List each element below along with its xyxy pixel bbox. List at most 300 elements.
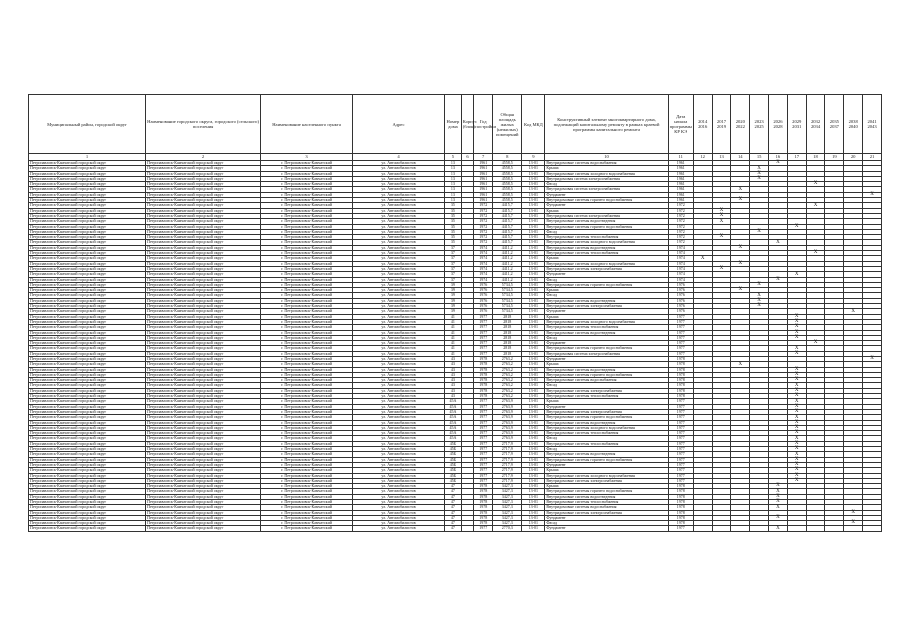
element-cell: Внутридомовые системы водоотведения [545,245,668,250]
address-cell: ул. Автомобилистов [353,409,445,414]
period-cell: X [769,505,788,510]
locality-cell: г. Петропавловск-Камчатский [261,325,353,330]
element-cell: Внутридомовые системы холодного водоснабжения [545,240,668,245]
code-cell: 13-01 [522,500,545,505]
element-cell: Внутридомовые системы электроснабжения [545,388,668,393]
house-number-cell: 39 [445,288,462,293]
start-date-cell: 1972 [668,203,693,208]
element-cell: Внутридомовые системы электроснабжения [545,409,668,414]
area-cell: 2763,9 [493,409,522,414]
year-cell: 1976 [474,293,493,298]
address-cell: ул. Автомобилистов [353,441,445,446]
year-cell: 1976 [474,298,493,303]
district-cell: Петропавловск-Камчатский городской округ [29,431,146,436]
year-cell: 1977 [474,431,493,436]
code-cell: 13-01 [522,198,545,203]
district-cell: Петропавловск-Камчатский городской округ [29,394,146,399]
address-cell: ул. Автомобилистов [353,388,445,393]
area-cell: 3427,3 [493,489,522,494]
code-cell: 13-01 [522,293,545,298]
settlement-cell: Петропавловск-Камчатский городской округ [146,266,261,271]
district-cell: Петропавловск-Камчатский городской округ [29,425,146,430]
house-number-cell: 37 [445,261,462,266]
address-cell: ул. Автомобилистов [353,166,445,171]
locality-cell: г. Петропавловск-Камчатский [261,452,353,457]
period-cell: X [787,447,806,452]
start-date-cell: 1977 [668,478,693,483]
address-cell: ул. Автомобилистов [353,161,445,166]
period-cell: X [712,266,731,271]
house-number-cell: 45Б [445,473,462,478]
year-cell: 1977 [474,420,493,425]
start-date-cell: 1972 [668,219,693,224]
district-cell: Петропавловск-Камчатский городской округ [29,208,146,213]
locality-cell: г. Петропавловск-Камчатский [261,293,353,298]
locality-cell: г. Петропавловск-Камчатский [261,367,353,372]
year-cell: 1961 [474,166,493,171]
area-cell: 4411,2 [493,272,522,277]
element-cell: Внутридомовые системы водоотведения [545,330,668,335]
year-cell: 1978 [474,362,493,367]
period-cell: X [731,288,750,293]
district-cell: Петропавловск-Камчатский городской округ [29,447,146,452]
area-cell: 2763,2 [493,372,522,377]
locality-cell: г. Петропавловск-Камчатский [261,319,353,324]
area-cell: 2770,3 [493,526,522,531]
address-cell: ул. Автомобилистов [353,219,445,224]
column-number: 16 [769,154,788,161]
locality-cell: г. Петропавловск-Камчатский [261,176,353,181]
period-cell: X [787,388,806,393]
year-cell: 1961 [474,198,493,203]
year-cell: 1977 [474,415,493,420]
year-cell: 1974 [474,251,493,256]
area-cell: 5734,5 [493,288,522,293]
year-cell: 1977 [474,441,493,446]
area-cell: 2763,2 [493,378,522,383]
code-cell: 13-01 [522,478,545,483]
district-cell: Петропавловск-Камчатский городской округ [29,489,146,494]
address-cell: ул. Автомобилистов [353,383,445,388]
column-header: 2017 2019 [712,95,731,154]
start-date-cell: 1978 [668,500,693,505]
year-cell: 1977 [474,404,493,409]
code-cell: 13-01 [522,362,545,367]
start-date-cell: 1977 [668,431,693,436]
area-cell: 5734,5 [493,282,522,287]
house-number-cell: 37 [445,272,462,277]
locality-cell: г. Петропавловск-Камчатский [261,388,353,393]
period-cell: X [787,457,806,462]
period-cell: X [787,272,806,277]
settlement-cell: Петропавловск-Камчатский городской округ [146,192,261,197]
address-cell: ул. Автомобилистов [353,362,445,367]
locality-cell: г. Петропавловск-Камчатский [261,298,353,303]
district-cell: Петропавловск-Камчатский городской округ [29,441,146,446]
house-number-cell: 45А [445,436,462,441]
area-cell: 2818 [493,341,522,346]
settlement-cell: Петропавловск-Камчатский городской округ [146,484,261,489]
address-cell: ул. Автомобилистов [353,282,445,287]
period-cell: X [806,203,825,208]
settlement-cell: Петропавловск-Камчатский городской округ [146,219,261,224]
area-cell: 3427,3 [493,500,522,505]
district-cell: Петропавловск-Камчатский городской округ [29,505,146,510]
element-cell: Фундамент [545,341,668,346]
year-cell: 1972 [474,235,493,240]
locality-cell: г. Петропавловск-Камчатский [261,171,353,176]
start-date-cell: 1977 [668,335,693,340]
column-number: 4 [353,154,445,161]
district-cell: Петропавловск-Камчатский городской округ [29,399,146,404]
district-cell: Петропавловск-Камчатский городской округ [29,251,146,256]
address-cell: ул. Автомобилистов [353,372,445,377]
house-number-cell: 35 [445,213,462,218]
column-number: 1 [29,154,146,161]
period-cell: X [769,240,788,245]
house-number-cell: 41 [445,325,462,330]
locality-cell: г. Петропавловск-Камчатский [261,261,353,266]
settlement-cell: Петропавловск-Камчатский городской округ [146,341,261,346]
period-cell: X [787,335,806,340]
district-cell: Петропавловск-Камчатский городской округ [29,282,146,287]
address-cell: ул. Автомобилистов [353,489,445,494]
address-cell: ул. Автомобилистов [353,240,445,245]
settlement-cell: Петропавловск-Камчатский городской округ [146,256,261,261]
period-cell: X [712,213,731,218]
code-cell: 13-01 [522,224,545,229]
code-cell: 13-01 [522,176,545,181]
locality-cell: г. Петропавловск-Камчатский [261,192,353,197]
address-cell: ул. Автомобилистов [353,314,445,319]
address-cell: ул. Автомобилистов [353,182,445,187]
locality-cell: г. Петропавловск-Камчатский [261,341,353,346]
code-cell: 13-01 [522,468,545,473]
address-cell: ул. Автомобилистов [353,293,445,298]
column-header: Адрес [353,95,445,154]
year-cell: 1976 [474,304,493,309]
settlement-cell: Петропавловск-Камчатский городской округ [146,494,261,499]
code-cell: 13-01 [522,203,545,208]
settlement-cell: Петропавловск-Камчатский городской округ [146,171,261,176]
settlement-cell: Петропавловск-Камчатский городской округ [146,489,261,494]
code-cell: 13-01 [522,388,545,393]
district-cell: Петропавловск-Камчатский городской округ [29,304,146,309]
code-cell: 13-01 [522,431,545,436]
area-cell: 4415,7 [493,224,522,229]
year-cell: 1977 [474,436,493,441]
period-cell: X [769,161,788,166]
district-cell: Петропавловск-Камчатский городской округ [29,240,146,245]
start-date-cell: 1978 [668,362,693,367]
start-date-cell: 1978 [668,505,693,510]
locality-cell: г. Петропавловск-Камчатский [261,245,353,250]
locality-cell: г. Петропавловск-Камчатский [261,489,353,494]
address-cell: ул. Автомобилистов [353,309,445,314]
start-date-cell: 1972 [668,229,693,234]
address-cell: ул. Автомобилистов [353,187,445,192]
column-header: 2032 2034 [806,95,825,154]
year-cell: 1976 [474,282,493,287]
start-date-cell: 1977 [668,452,693,457]
code-cell: 13-01 [522,484,545,489]
district-cell: Петропавловск-Камчатский городской округ [29,383,146,388]
settlement-cell: Петропавловск-Камчатский городской округ [146,415,261,420]
settlement-cell: Петропавловск-Камчатский городской округ [146,235,261,240]
column-number: 11 [668,154,693,161]
district-cell: Петропавловск-Камчатский городской округ [29,510,146,515]
period-cell: X [787,452,806,457]
start-date-cell: 1977 [668,399,693,404]
code-cell: 13-01 [522,415,545,420]
year-cell: 1974 [474,277,493,282]
period-cell: X [806,251,825,256]
settlement-cell: Петропавловск-Камчатский городской округ [146,367,261,372]
address-cell: ул. Автомобилистов [353,171,445,176]
element-cell: Крыша [545,484,668,489]
locality-cell: г. Петропавловск-Камчатский [261,500,353,505]
settlement-cell: Петропавловск-Камчатский городской округ [146,176,261,181]
code-cell: 13-01 [522,425,545,430]
start-date-cell: 1978 [668,484,693,489]
year-cell: 1978 [474,388,493,393]
start-date-cell: 1978 [668,489,693,494]
period-cell: X [787,409,806,414]
district-cell: Петропавловск-Камчатский городской округ [29,245,146,250]
area-cell: 2717,9 [493,478,522,483]
code-cell: 13-01 [522,372,545,377]
settlement-cell: Петропавловск-Камчатский городской округ [146,288,261,293]
settlement-cell: Петропавловск-Камчатский городской округ [146,245,261,250]
code-cell: 13-01 [522,187,545,192]
element-cell: Внутридомовые системы электроснабжения [545,304,668,309]
settlement-cell: Петропавловск-Камчатский городской округ [146,351,261,356]
locality-cell: г. Петропавловск-Камчатский [261,351,353,356]
year-cell: 1977 [474,425,493,430]
element-cell: Фасад [545,383,668,388]
block-cell [461,526,474,531]
year-cell: 1961 [474,161,493,166]
settlement-cell: Петропавловск-Камчатский городской округ [146,404,261,409]
house-number-cell: 37 [445,277,462,282]
locality-cell: г. Петропавловск-Камчатский [261,431,353,436]
element-cell: Внутридомовая система электроснабжения [545,187,668,192]
district-cell: Петропавловск-Камчатский городской округ [29,521,146,526]
settlement-cell: Петропавловск-Камчатский городской округ [146,298,261,303]
area-cell: 4558,5 [493,198,522,203]
year-cell: 1972 [474,224,493,229]
house-number-cell: 47 [445,510,462,515]
element-cell: Крыша [545,288,668,293]
locality-cell: г. Петропавловск-Камчатский [261,372,353,377]
area-cell: 2763,2 [493,388,522,393]
house-number-cell: 43 [445,367,462,372]
code-cell: 13-01 [522,319,545,324]
district-cell: Петропавловск-Камчатский городской округ [29,256,146,261]
period-cell: X [787,372,806,377]
address-cell: ул. Автомобилистов [353,235,445,240]
settlement-cell: Петропавловск-Камчатский городской округ [146,526,261,531]
settlement-cell: Петропавловск-Камчатский городской округ [146,521,261,526]
locality-cell: г. Петропавловск-Камчатский [261,356,353,361]
district-cell: Петропавловск-Камчатский городской округ [29,288,146,293]
locality-cell: г. Петропавловск-Камчатский [261,235,353,240]
area-cell: 3427,3 [493,515,522,520]
address-cell: ул. Автомобилистов [353,277,445,282]
settlement-cell: Петропавловск-Камчатский городской округ [146,383,261,388]
area-cell: 2763,9 [493,404,522,409]
start-date-cell: 1977 [668,473,693,478]
district-cell: Петропавловск-Камчатский городской округ [29,314,146,319]
locality-cell: г. Петропавловск-Камчатский [261,362,353,367]
house-number-cell: 37 [445,251,462,256]
area-cell: 3427,3 [493,484,522,489]
start-date-cell: 1976 [668,304,693,309]
locality-cell: г. Петропавловск-Камчатский [261,256,353,261]
code-cell: 13-01 [522,521,545,526]
element-cell: Фасад [545,277,668,282]
address-cell: ул. Автомобилистов [353,192,445,197]
district-cell: Петропавловск-Камчатский городской округ [29,494,146,499]
locality-cell: г. Петропавловск-Камчатский [261,335,353,340]
area-cell: 4415,7 [493,240,522,245]
area-cell: 4415,7 [493,213,522,218]
locality-cell: г. Петропавловск-Камчатский [261,457,353,462]
house-number-cell: 39 [445,282,462,287]
year-cell: 1978 [474,383,493,388]
year-cell: 1977 [474,314,493,319]
year-cell: 1977 [474,468,493,473]
code-cell: 13-01 [522,510,545,515]
house-number-cell: 35 [445,235,462,240]
district-cell: Петропавловск-Камчатский городской округ [29,198,146,203]
district-cell: Петропавловск-Камчатский городской округ [29,335,146,340]
period-cell [863,526,882,531]
locality-cell: г. Петропавловск-Камчатский [261,224,353,229]
element-cell: Внутридомовые системы водоотведения [545,494,668,499]
column-number: 15 [750,154,769,161]
period-cell: X [787,330,806,335]
start-date-cell: 1977 [668,346,693,351]
settlement-cell: Петропавловск-Камчатский городской округ [146,425,261,430]
start-date-cell: 1977 [668,319,693,324]
address-cell: ул. Автомобилистов [353,356,445,361]
district-cell: Петропавловск-Камчатский городской округ [29,500,146,505]
locality-cell: г. Петропавловск-Камчатский [261,494,353,499]
year-cell: 1978 [474,378,493,383]
start-date-cell: 1977 [668,468,693,473]
district-cell: Петропавловск-Камчатский городской округ [29,473,146,478]
element-cell: Фундамент [545,515,668,520]
locality-cell: г. Петропавловск-Камчатский [261,240,353,245]
element-cell: Внутридомовая система электроснабжения [545,213,668,218]
period-cell: X [844,510,863,515]
area-cell: 3427,3 [493,521,522,526]
year-cell: 1976 [474,288,493,293]
district-cell: Петропавловск-Камчатский городской округ [29,346,146,351]
locality-cell: г. Петропавловск-Камчатский [261,198,353,203]
locality-cell: г. Петропавловск-Камчатский [261,420,353,425]
start-date-cell: 1961 [668,192,693,197]
locality-cell: г. Петропавловск-Камчатский [261,425,353,430]
code-cell: 13-01 [522,457,545,462]
start-date-cell: 1977 [668,409,693,414]
element-cell: Фасад [545,436,668,441]
column-header: Код МКД [522,95,545,154]
area-cell: 4411,2 [493,261,522,266]
district-cell: Петропавловск-Камчатский городской округ [29,478,146,483]
start-date-cell: 1978 [668,367,693,372]
area-cell: 2763,2 [493,356,522,361]
element-cell: Внутридомовые системы горячего водоснабжения [545,457,668,462]
code-cell: 13-01 [522,213,545,218]
period-cell: X [769,484,788,489]
address-cell: ул. Автомобилистов [353,298,445,303]
element-cell: Внутридомовые системы холодного водоснабжения [545,319,668,324]
period-cell: X [750,282,769,287]
settlement-cell: Петропавловск-Камчатский городской округ [146,319,261,324]
house-number-cell: 45Б [445,468,462,473]
element-cell: Внутридомовые системы электроснабжения [545,510,668,515]
address-cell: ул. Автомобилистов [353,330,445,335]
code-cell: 13-01 [522,447,545,452]
locality-cell: г. Петропавловск-Камчатский [261,208,353,213]
area-cell: 2763,9 [493,399,522,404]
period-cell: X [787,314,806,319]
locality-cell: г. Петропавловск-Камчатский [261,505,353,510]
area-cell: 2717,9 [493,468,522,473]
settlement-cell: Петропавловск-Камчатский городской округ [146,372,261,377]
period-cell: X [787,399,806,404]
period-cell: X [787,394,806,399]
code-cell: 13-01 [522,171,545,176]
settlement-cell: Петропавловск-Камчатский городской округ [146,346,261,351]
settlement-cell: Петропавловск-Камчатский городской округ [146,478,261,483]
column-header: 2014 2016 [693,95,712,154]
settlement-cell: Петропавловск-Камчатский городской округ [146,304,261,309]
period-cell [731,526,750,531]
code-cell: 13-01 [522,378,545,383]
locality-cell: г. Петропавловск-Камчатский [261,213,353,218]
start-date-cell: 1974 [668,266,693,271]
code-cell: 13-01 [522,229,545,234]
start-date-cell: 1976 [668,309,693,314]
locality-cell: г. Петропавловск-Камчатский [261,304,353,309]
district-cell: Петропавловск-Камчатский городской округ [29,420,146,425]
element-cell: Внутридомовые системы горячего водоснабжения [545,282,668,287]
element-cell: Внутридомовые системы горячего водоснабжения [545,489,668,494]
house-number-cell: 43 [445,362,462,367]
start-date-cell: 1972 [668,224,693,229]
code-cell: 13-01 [522,452,545,457]
area-cell: 4558,5 [493,187,522,192]
column-header: Год постройки [474,95,493,154]
code-cell: 13-01 [522,298,545,303]
year-cell: 1978 [474,515,493,520]
house-number-cell: 13 [445,187,462,192]
house-number-cell: 47 [445,500,462,505]
settlement-cell: Петропавловск-Камчатский городской округ [146,261,261,266]
start-date-cell: 1977 [668,425,693,430]
locality-cell: г. Петропавловск-Камчатский [261,346,353,351]
code-cell: 13-01 [522,341,545,346]
column-header: Наименование населенного пункта [261,95,353,154]
address-cell: ул. Автомобилистов [353,256,445,261]
element-cell: Внутридомовые системы горячего водоснабжения [545,415,668,420]
address-cell: ул. Автомобилистов [353,526,445,531]
code-cell: 13-01 [522,166,545,171]
column-number: 18 [806,154,825,161]
